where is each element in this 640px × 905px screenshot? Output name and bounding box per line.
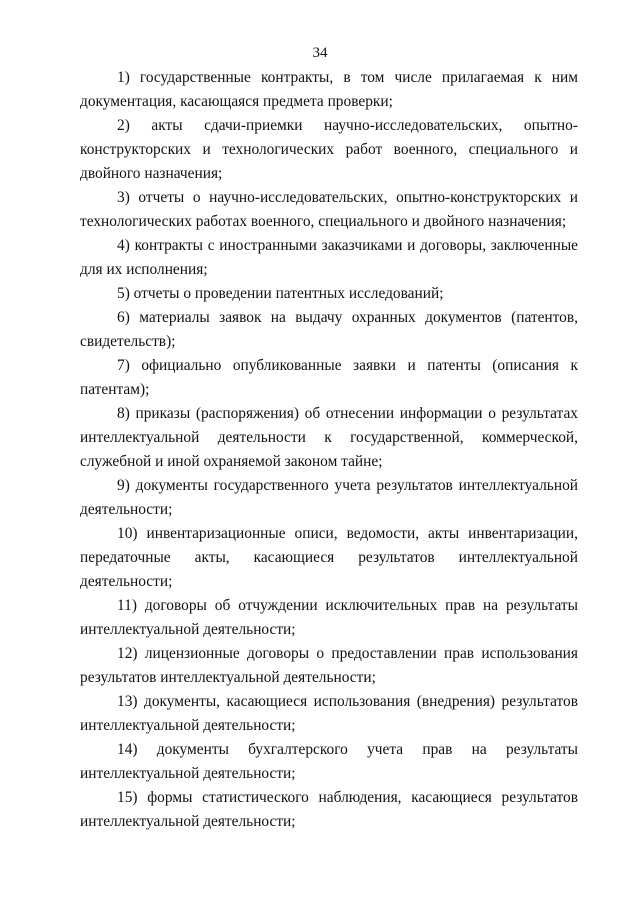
list-item-11: 11) договоры об отчуждении исключительных прав на результаты интеллектуальной деятельности; bbox=[80, 597, 578, 638]
list-item-12: 12) лицензионные договоры о предоставлении прав использования результатов интеллектуальной деятельности; bbox=[80, 645, 578, 686]
list-item-15: 15) формы статистического наблюдения, касающиеся результатов интеллектуальной деятельности; bbox=[80, 789, 578, 830]
list-item-13: 13) документы, касающиеся использования (внедрения) результатов интеллектуальной деятельности; bbox=[80, 693, 578, 734]
list-item-7: 7) официально опубликованные заявки и патенты (описания к патентам); bbox=[80, 357, 578, 398]
list-item-6: 6) материалы заявок на выдачу охранных документов (патентов, свидетельств); bbox=[80, 309, 578, 350]
list-item-3: 3) отчеты о научно-исследовательских, опытно-конструкторских и технологических работах военного, специального и двойного назначения; bbox=[80, 189, 578, 230]
list-item-2: 2) акты сдачи-приемки научно-исследовательских, опытно-конструкторских и технологических работ военного, специального и двойного назначения; bbox=[80, 117, 578, 182]
list-item-1: 1) государственные контракты, в том числе прилагаемая к ним документация, касающаяся предмета проверки; bbox=[80, 69, 578, 110]
list-item-9: 9) документы государственного учета результатов интеллектуальной деятельности; bbox=[80, 477, 578, 518]
list-item-5: 5) отчеты о проведении патентных исследований; bbox=[117, 285, 444, 302]
list-item-10: 10) инвентаризационные описи, ведомости, акты инвентаризации, передаточные акты, касающиеся результатов интеллектуальной деятельности; bbox=[80, 525, 578, 590]
list-item-8: 8) приказы (распоряжения) об отнесении информации о результатах интеллектуальной деятельности к государственной, коммерческой, служебной и иной охраняемой законом тайне; bbox=[80, 405, 578, 470]
list-item-4: 4) контракты с иностранными заказчиками и договоры, заключенные для их исполнения; bbox=[80, 237, 578, 278]
page-number: 34 bbox=[312, 45, 328, 61]
document-body bbox=[80, 66, 578, 834]
list-item-14: 14) документы бухгалтерского учета прав на результаты интеллектуальной деятельности; bbox=[80, 741, 578, 782]
